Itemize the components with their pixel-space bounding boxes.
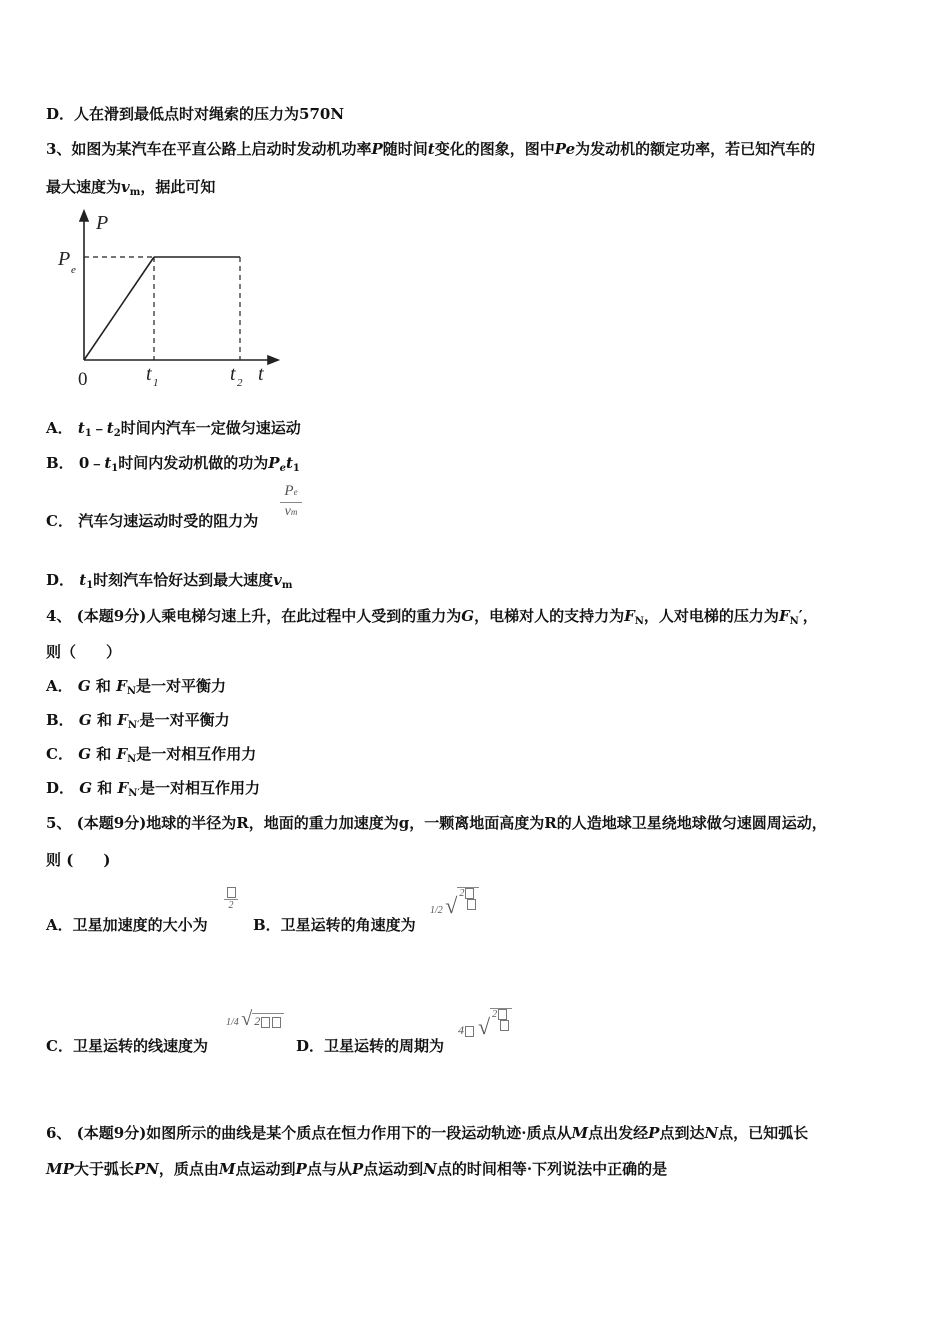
q3-option-a: A． $t_1﹣t_2$时间内汽车一定做匀速运动	[46, 419, 301, 439]
q3-option-c-fraction: Pe vm	[280, 484, 302, 519]
t2-label: t	[230, 363, 236, 385]
y-axis-label: P	[96, 212, 109, 234]
q3-option-b: B． $0﹣t_1$时间内发动机做的功为$P_et_1$	[46, 454, 300, 474]
q4-stem-line2: 则（ ）	[46, 643, 122, 661]
q5-stem-line1: 5、 (本题9分)地球的半径为R，地面的重力加速度为g，一颗离地面高度为R的人造地球卫星绕地球做匀速圆周运动，	[46, 814, 827, 832]
power-time-graph	[52, 205, 292, 395]
q6-stem-line2: MP大于弧长PN，质点由M点运动到P点与从P点运动到N点的时间相等·下列说法中正确的是	[46, 1160, 668, 1178]
q5-option-c: C．卫星运转的线速度为	[46, 1037, 208, 1055]
q3-stem-line1: 3、如图为某汽车在平直公路上启动时发动机功率P随时间t变化的图象，图中Pe为发动机的额定功率，若已知汽车的	[46, 140, 816, 158]
t1-label-sub: 1	[153, 377, 159, 389]
q5-option-a: A．卫星加速度的大小为	[46, 916, 208, 934]
q4-stem-line1: 4、 (本题9分)人乘电梯匀速上升，在此过程中人受到的重力为G，电梯对人的支持力为$F_N$，人对电梯的压力为$F_N'$，	[46, 607, 818, 627]
q5-option-d: D．卫星运转的周期为	[296, 1037, 445, 1055]
x-axis-arrow	[268, 356, 278, 364]
t1-label: t	[146, 363, 152, 385]
q4-option-b: B． G 和 $F_{N'}$是一对平衡力	[46, 711, 230, 731]
q6-stem-line1: 6、 (本题9分)如图所示的曲线是某个质点在恒力作用下的一段运动轨迹·质点从M点出发经P点到达N点，已知弧长	[46, 1124, 809, 1142]
q4-option-a: A． G 和 $F_N$是一对平衡力	[46, 677, 226, 697]
ramp-line	[84, 257, 154, 360]
q4-option-c: C． G 和 $F_N$是一对相互作用力	[46, 745, 257, 765]
q5-stem-line2: 则 ( )	[46, 851, 111, 869]
q5-option-a-formula: 2	[224, 887, 238, 911]
q5-option-d-formula: 4 √ 2	[458, 1008, 512, 1040]
pe-label: P	[58, 248, 71, 270]
q4-option-d: D． G 和 $F_{N'}$是一对相互作用力	[46, 779, 260, 799]
origin-label: 0	[78, 369, 88, 390]
y-axis-arrow	[80, 211, 88, 221]
q5-option-b: B．卫星运转的角速度为	[253, 916, 416, 934]
t2-label-sub: 2	[237, 377, 243, 389]
q2-option-d: D．人在滑到最低点时对绳索的压力为570N	[46, 105, 345, 123]
q5-option-b-formula: 1/2 √ 2	[430, 887, 479, 919]
pe-label-sub: e	[71, 264, 76, 276]
q3-option-d: D． $t_1$时刻汽车恰好达到最大速度$v_m$	[46, 571, 293, 591]
x-axis-label: t	[258, 363, 264, 385]
q3-stem-line2: 最大速度为$v_m$，据此可知	[46, 178, 216, 198]
q3-option-c: C． 汽车匀速运动时受的阻力为	[46, 512, 259, 530]
q5-option-c-formula: 1/4 √ 2	[226, 1008, 284, 1031]
